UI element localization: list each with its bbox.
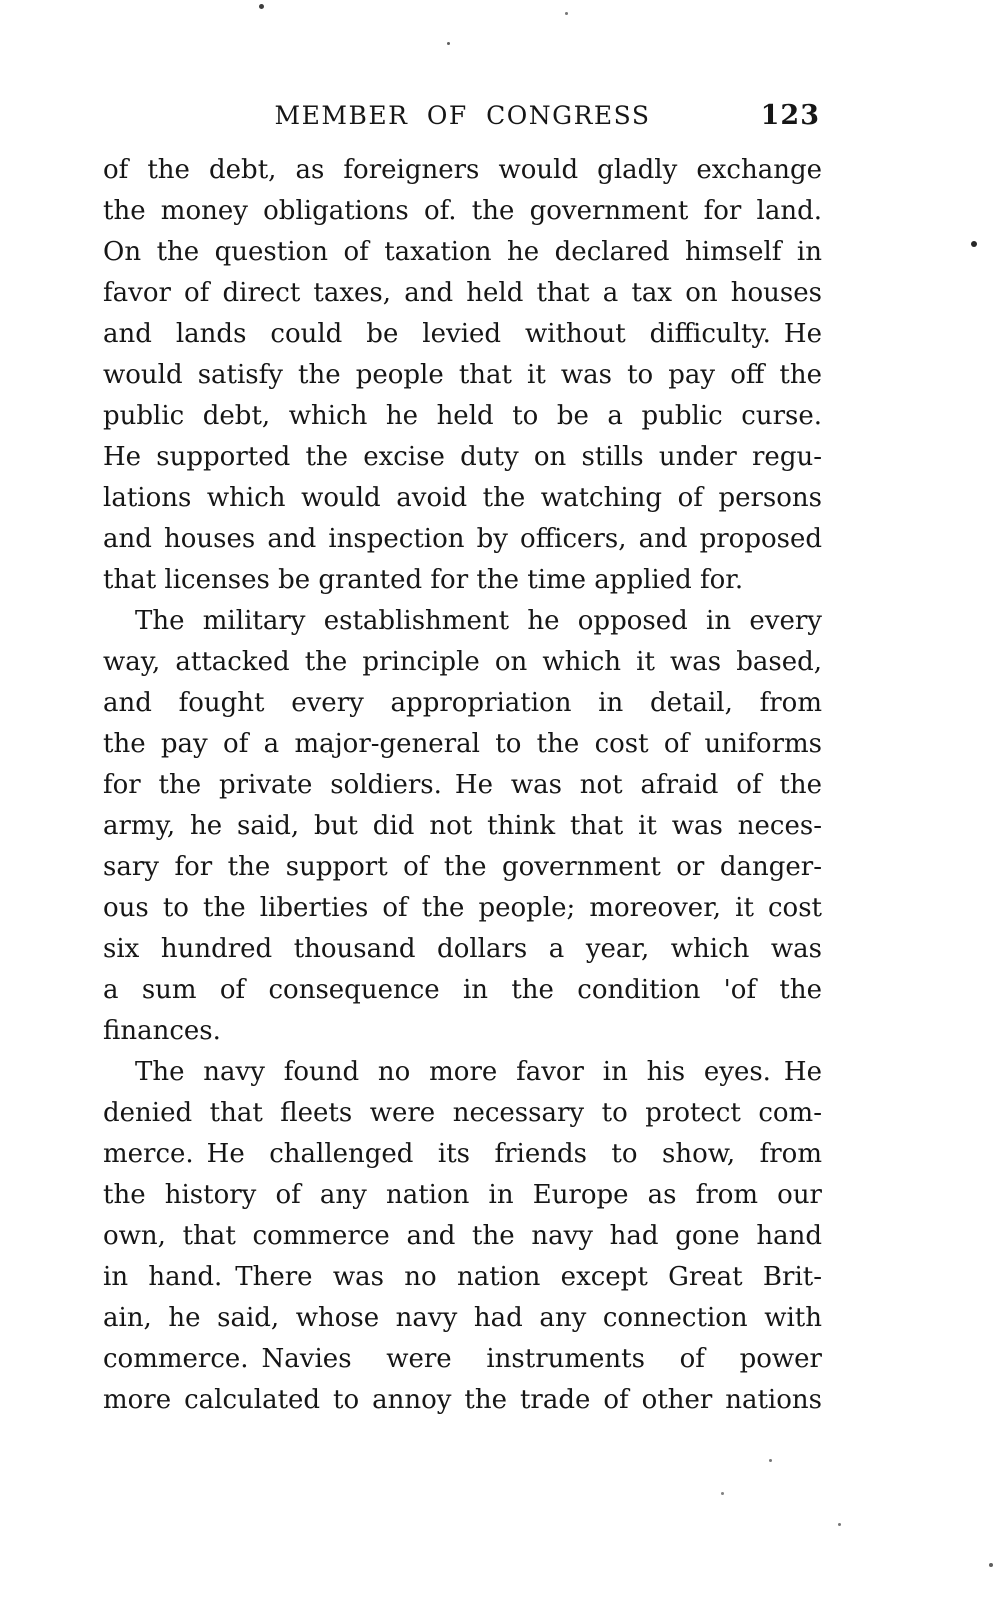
text-line: that licenses be granted for the time applied for. [103,565,744,595]
text-line: sary for the support of the government or danger- [103,852,822,882]
text-line: favor of direct taxes, and held that a tax on houses [103,278,822,308]
scan-speck [259,4,264,9]
text-line: more calculated to annoy the trade of other nations [103,1385,822,1415]
text-line: finances. [103,1016,221,1046]
paragraph [103,1052,822,1421]
text-line: in hand. There was no nation except Great Brit- [103,1262,822,1292]
scan-speck [769,1459,772,1462]
text-line: army, he said, but did not think that it was neces- [103,811,822,841]
text-line: would satisfy the people that it was to pay off the [103,360,822,390]
text-line: He supported the excise duty on stills under regu- [103,442,822,472]
scan-speck [565,12,568,15]
scan-speck [971,241,977,247]
text-line: the pay of a major-general to the cost of uniforms [103,729,822,759]
page-body [103,150,822,1421]
text-line: a sum of consequence in the condition 'of the [103,975,822,1005]
text-line: and houses and inspection by officers, and proposed [103,524,822,554]
text-line: way, attacked the principle on which it was based, [103,647,822,677]
text-line: own, that commerce and the navy had gone hand [103,1221,822,1251]
text-line: commerce. Navies were instruments of power [103,1344,822,1374]
text-line: On the question of taxation he declared himself in [103,237,822,267]
text-line: for the private soldiers. He was not afraid of the [103,770,822,800]
scan-speck [838,1523,841,1526]
text-line: ain, he said, whose navy had any connection with [103,1303,822,1333]
page-number: 123 [760,100,820,131]
scan-speck [721,1492,724,1495]
text-line: the history of any nation in Europe as from our [103,1180,822,1210]
page-header [103,99,822,133]
text-line: the money obligations of. the government for land. [103,196,822,226]
text-line: six hundred thousand dollars a year, which was [103,934,822,964]
paragraph [103,601,822,1052]
text-line: of the debt, as foreigners would gladly exchange [103,155,822,185]
text-line: and lands could be levied without difficulty. He [103,319,822,349]
text-line: merce. He challenged its friends to show, from [103,1139,822,1169]
text-line: and fought every appropriation in detail, from [103,688,822,718]
paragraph [103,150,822,601]
scan-speck [989,1563,993,1567]
running-title: MEMBER OF CONGRESS [274,101,651,130]
text-line: denied that fleets were necessary to protect com- [103,1098,822,1128]
text-line: lations which would avoid the watching of persons [103,483,822,513]
text-line: The navy found no more favor in his eyes. He [135,1057,822,1087]
scan-speck [447,42,450,45]
text-line: ous to the liberties of the people; moreover, it cost [103,893,822,923]
text-line: The military establishment he opposed in every [135,606,822,636]
text-line: public debt, which he held to be a public curse. [103,401,822,431]
